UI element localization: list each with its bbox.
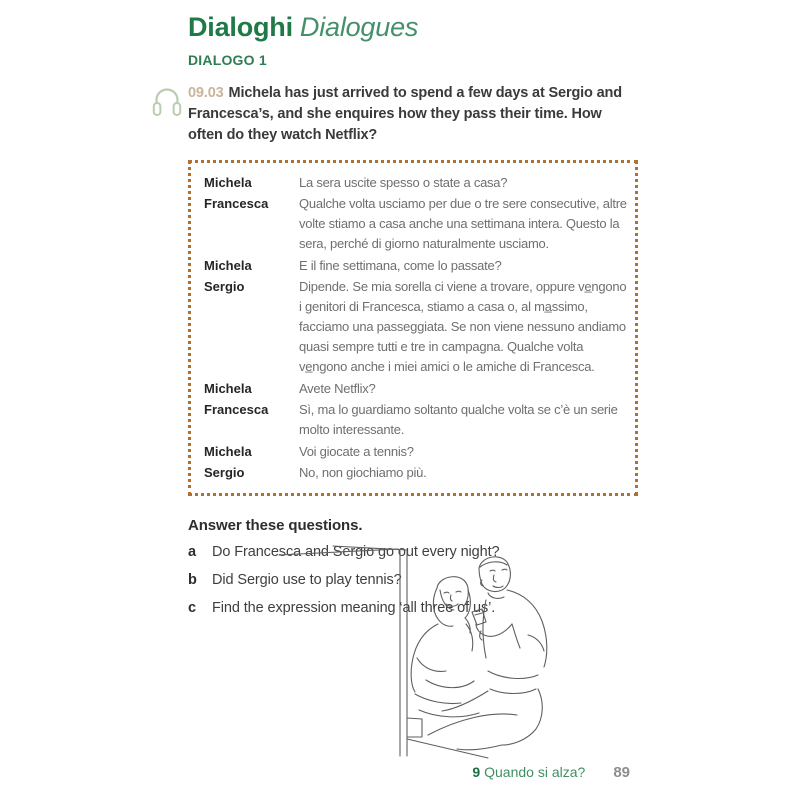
- audio-intro: [188, 83, 640, 146]
- dialogue-turn: [204, 194, 627, 254]
- dialogue-line: Sì, ma lo guardiamo soltanto qualche volta se c’è un serie molto interessante.: [299, 402, 618, 437]
- page-title-english: Dialogues: [299, 12, 419, 42]
- dialogue-box: [188, 160, 638, 496]
- headphones-icon: [152, 84, 182, 123]
- chapter-reference: [472, 764, 585, 780]
- speaker-name: Michela: [204, 257, 252, 273]
- page-title: [188, 12, 640, 42]
- speaker-name: Michela: [204, 380, 252, 396]
- question-text: Find the expression meaning ‘all three of us’.: [212, 599, 496, 616]
- question-letter: b: [188, 571, 197, 588]
- dialogo-section-label: DIALOGO 1: [188, 52, 267, 68]
- speaker-name: Michela: [204, 443, 252, 459]
- dialogue-turn: [204, 463, 627, 483]
- page-footer: [188, 764, 630, 781]
- dialogue-turn: [204, 256, 627, 276]
- speaker-name: Francesca: [204, 196, 269, 211]
- question-letter: c: [188, 599, 196, 616]
- speaker-name: Michela: [204, 174, 252, 190]
- dialogue-line: Avete Netflix?: [299, 380, 376, 396]
- speaker-name: Sergio: [204, 279, 245, 294]
- dialogue-line: Qualche volta usciamo per due o tre sere consecutive, altre volte stiamo a casa anche una settimana intera. Questo la sera, perché di giorno naturalmente usciamo.: [299, 196, 627, 251]
- dialogue-line: Dipende. Se mia sorella ci viene a trovare, oppure ve̲ngono i genitori di Francesca, stiamo a casa o, al ma̲ssimo, facciamo una passeggiata. Se non viene nessuno andiamo quasi sempre tutti e tre in campagna. Qualche volta ve̲ngono anche i miei amici o le amiche di Francesca.: [299, 279, 627, 374]
- chapter-title: Quando si alza?: [484, 764, 586, 780]
- dialogue-line: E il fine settimana, come lo passate?: [299, 257, 502, 273]
- audio-track-number: 09.03: [188, 84, 224, 101]
- dialogue-line: La sera uscite spesso o state a casa?: [299, 174, 508, 190]
- dialogue-turn: [204, 400, 627, 440]
- speaker-name: Francesca: [204, 402, 269, 417]
- dialogue-turn: [204, 442, 627, 462]
- question-text: Do Francesca and Sergio go out every night?: [212, 543, 500, 560]
- intro-description: Michela has just arrived to spend a few days at Sergio and Francesca’s, and she enquires how they pass their time. How often do they watch Netflix?: [188, 84, 622, 143]
- exercise-heading: Answer these questions.: [188, 516, 363, 534]
- dialogue-line: No, non giochiamo più.: [299, 465, 427, 480]
- speaker-name: Sergio: [204, 465, 245, 480]
- dialogue-turn: [204, 277, 627, 377]
- question-letter: a: [188, 543, 196, 560]
- question-text: Did Sergio use to play tennis?: [212, 571, 402, 588]
- couple-watching-tv-illustration: [276, 538, 612, 765]
- page-title-italian: Dialoghi: [188, 12, 293, 42]
- chapter-number: 9: [472, 764, 481, 780]
- book-page-content: [188, 12, 640, 618]
- dialogue-line: Voi giocate a tennis?: [299, 443, 414, 459]
- dialogue-intro-text: [188, 83, 640, 146]
- dialogue-turn: [204, 379, 627, 399]
- dialogue-turn: [204, 173, 627, 193]
- page-number: 89: [613, 764, 630, 781]
